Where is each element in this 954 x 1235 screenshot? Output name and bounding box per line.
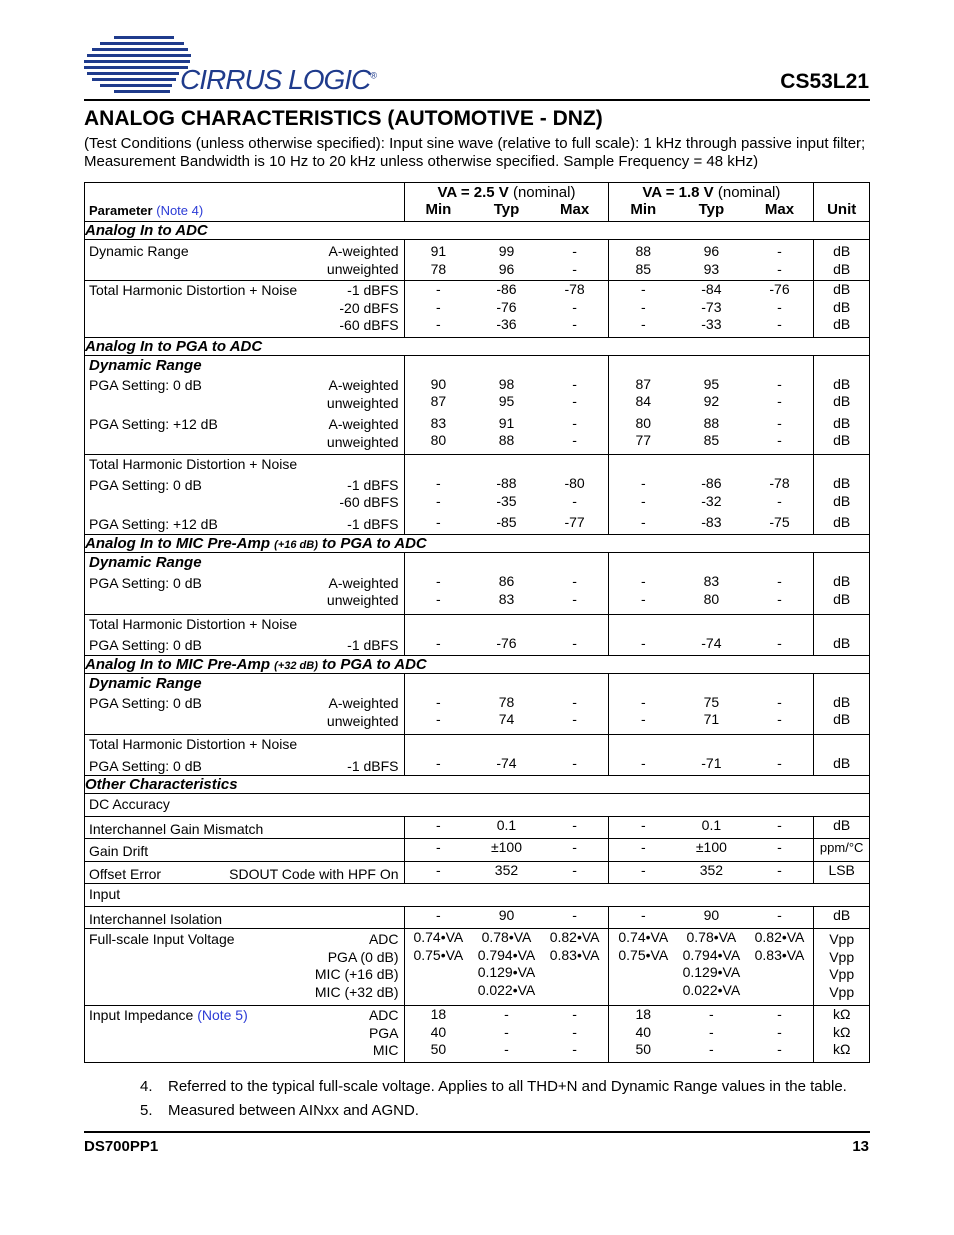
value: -74	[701, 634, 722, 651]
value: 0.75•VA	[618, 946, 669, 963]
section-row	[85, 655, 870, 673]
section-row	[85, 337, 870, 355]
value: -	[640, 906, 646, 923]
value: -	[777, 816, 782, 833]
value: 84	[635, 393, 652, 409]
table-row	[85, 929, 870, 1006]
value: 0.1	[496, 816, 517, 833]
value: 88	[635, 243, 652, 259]
footnote-5: 5. Measured between AINxx and AGND.	[140, 1102, 419, 1119]
cond: A-weighted	[328, 695, 399, 711]
value: -	[572, 298, 577, 315]
unit: dB	[833, 281, 851, 297]
param-label: Full-scale Input Voltage	[89, 931, 235, 947]
unit: dB	[833, 816, 851, 833]
unit: dB	[833, 243, 851, 259]
value: -71	[701, 755, 722, 771]
va18-header: VA = 1.8 V (nominal)	[609, 183, 814, 202]
value: -	[777, 590, 782, 607]
param-label: PGA Setting: 0 dB	[89, 695, 202, 711]
unit: dB	[833, 590, 851, 607]
value: 0.82•VA	[754, 929, 805, 945]
value: 71	[703, 711, 720, 727]
section-row	[85, 535, 870, 553]
value: -	[436, 281, 441, 297]
value: -	[777, 243, 782, 259]
unit: dB	[833, 393, 851, 409]
value: -	[572, 590, 577, 607]
value: 352	[699, 861, 724, 878]
param-label: PGA Setting: +12 dB	[89, 515, 218, 532]
value: -80	[564, 475, 585, 491]
unit: dB	[833, 316, 851, 332]
value: -32	[701, 492, 722, 509]
value: 50	[430, 1041, 447, 1057]
value: -	[777, 1023, 782, 1040]
table-row	[85, 240, 870, 281]
value: -	[777, 492, 782, 509]
value: 0.75•VA	[413, 946, 464, 963]
cond: unweighted	[326, 260, 399, 277]
table-row	[85, 794, 870, 817]
value: 0.83•VA	[754, 946, 805, 963]
value: -	[436, 475, 441, 491]
cond: A-weighted	[328, 416, 399, 432]
value: -86	[701, 475, 722, 491]
value: 99	[498, 243, 515, 259]
value: -	[777, 906, 782, 923]
value: -	[777, 839, 782, 855]
value: 18	[635, 1006, 652, 1022]
value: 92	[703, 393, 720, 409]
page-number: 13	[852, 1138, 869, 1155]
unit: Vpp	[829, 966, 855, 982]
note-4-link[interactable]: (Note 4)	[156, 203, 204, 218]
value: 90	[703, 906, 720, 923]
value: -	[572, 492, 577, 509]
cond: MIC (+16 dB)	[314, 966, 399, 982]
brand-name: CIRRUS LOGIC®	[180, 64, 376, 95]
value: -	[709, 1006, 714, 1022]
value: 75	[703, 693, 720, 710]
value: -	[572, 693, 577, 710]
value: 93	[703, 260, 720, 277]
value: -	[777, 375, 782, 392]
document-id: DS700PP1	[84, 1138, 159, 1155]
value: -	[640, 298, 646, 315]
cond: A-weighted	[328, 243, 399, 259]
unit: LSB	[828, 861, 855, 878]
unit-header: Unit	[814, 183, 870, 222]
value: 0.83•VA	[549, 946, 600, 963]
unit: dB	[833, 906, 851, 923]
value: -	[640, 755, 646, 771]
value: 80	[703, 590, 720, 607]
unit: kΩ	[832, 1041, 851, 1057]
value: -	[436, 514, 441, 530]
section-mic-16db: Analog In to MIC Pre-Amp (+16 dB) to PGA to ADC	[85, 535, 870, 553]
table-row	[85, 355, 870, 455]
table-row	[85, 906, 870, 929]
value: ±100	[695, 839, 727, 855]
value: -	[436, 634, 441, 651]
value: -86	[496, 281, 517, 297]
value: 90	[430, 375, 447, 392]
max-header-2: Max	[746, 201, 814, 222]
table-row	[85, 614, 870, 655]
value: -	[572, 260, 577, 277]
value: -	[640, 281, 646, 297]
min-header-1: Min	[404, 201, 472, 222]
unit: dB	[833, 260, 851, 277]
cond: A-weighted	[328, 574, 399, 591]
value: 80	[635, 414, 652, 431]
value: -	[640, 573, 646, 589]
subsection-label: Dynamic Range	[89, 554, 202, 571]
param-label: Dynamic Range	[89, 243, 189, 259]
param-label: PGA Setting: 0 dB	[89, 574, 202, 591]
cond: ADC	[368, 931, 399, 947]
cond: MIC	[372, 1042, 399, 1058]
value: 0.129•VA	[682, 964, 741, 980]
value: -	[572, 243, 577, 259]
value: -	[436, 298, 441, 315]
unit: dB	[833, 414, 851, 431]
value: -73	[701, 298, 722, 315]
cond: SDOUT Code with HPF On	[229, 865, 399, 882]
value: 78	[498, 693, 515, 710]
value: 77	[635, 432, 652, 448]
unit: dB	[833, 514, 851, 530]
value: -	[777, 693, 782, 710]
section-other-characteristics: Other Characteristics	[85, 776, 870, 794]
param-label: PGA Setting: +12 dB	[89, 416, 218, 432]
value: -	[572, 1006, 577, 1022]
value: -76	[496, 298, 517, 315]
value: -	[777, 634, 782, 651]
value: -76	[496, 634, 517, 651]
value: 0.022•VA	[682, 981, 741, 998]
unit: dB	[833, 693, 851, 710]
value: -	[572, 634, 577, 651]
va25-header: VA = 2.5 V (nominal)	[404, 183, 609, 202]
typ-header-2: Typ	[677, 201, 746, 222]
unit: Vpp	[829, 983, 855, 1000]
value: 0.1	[701, 816, 722, 833]
value: 0.129•VA	[477, 964, 536, 980]
table-row	[85, 735, 870, 776]
unit: dB	[833, 573, 851, 589]
cond: ADC	[368, 1007, 399, 1023]
cond: PGA	[368, 1024, 399, 1041]
cond: MIC (+32 dB)	[314, 983, 399, 1000]
value: -	[640, 634, 646, 651]
param-label: Interchannel Isolation	[89, 910, 223, 927]
value: -	[572, 1041, 577, 1057]
value: -78	[564, 281, 585, 297]
value: -	[504, 1041, 509, 1057]
table-row	[85, 673, 870, 735]
value: 96	[703, 243, 720, 259]
value: -74	[496, 755, 517, 771]
value: -	[640, 316, 646, 332]
cond: -20 dBFS	[339, 299, 399, 316]
subsection-label: Dynamic Range	[89, 356, 202, 374]
value: 83	[703, 573, 720, 589]
cond: -1 dBFS	[347, 515, 399, 532]
table-row	[85, 553, 870, 615]
value: 95	[498, 393, 515, 409]
value: -	[709, 1041, 714, 1057]
cond: unweighted	[326, 712, 399, 729]
value: 87	[430, 393, 447, 409]
param-label: PGA Setting: 0 dB	[89, 637, 202, 653]
unit: dB	[833, 375, 851, 392]
value: -	[572, 839, 577, 855]
value: -	[777, 298, 782, 315]
unit: dB	[833, 432, 851, 448]
unit: dB	[833, 298, 851, 315]
subsection-label: Dynamic Range	[89, 674, 202, 692]
value: -76	[769, 281, 790, 297]
cond: PGA (0 dB)	[327, 948, 399, 965]
value: 0.78•VA	[481, 929, 532, 945]
group-label: Input	[89, 886, 121, 902]
value: 0.794•VA	[682, 946, 741, 963]
param-label: Total Harmonic Distortion + Noise	[89, 615, 298, 632]
value: -	[777, 573, 782, 589]
value: 0.78•VA	[686, 929, 737, 945]
value: -33	[701, 316, 722, 332]
table-row	[85, 884, 870, 907]
value: -	[640, 590, 646, 607]
cond: -1 dBFS	[347, 476, 399, 493]
section-row	[85, 222, 870, 240]
value: -	[640, 514, 646, 530]
value: -	[572, 573, 577, 589]
value: 50	[635, 1041, 652, 1057]
value: -	[572, 711, 577, 727]
param-label: PGA Setting: 0 dB	[89, 757, 202, 774]
table-row	[85, 816, 870, 839]
value: 87	[635, 375, 652, 392]
value: -77	[564, 514, 585, 530]
param-label: Gain Drift	[89, 843, 149, 859]
value: -	[777, 1006, 782, 1022]
value: 91	[498, 414, 515, 431]
value: -	[572, 861, 577, 878]
value: 85	[635, 260, 652, 277]
min-header-2: Min	[609, 201, 677, 222]
value: -85	[496, 514, 517, 530]
value: 96	[498, 260, 515, 277]
value: -	[777, 260, 782, 277]
param-label: Total Harmonic Distortion + Noise	[89, 736, 298, 752]
table-row	[85, 839, 870, 862]
value: -	[777, 1041, 782, 1057]
unit: Vpp	[829, 931, 855, 947]
cond: -60 dBFS	[339, 317, 399, 333]
test-conditions: (Test Conditions (unless otherwise specified): Input sine wave (relative to full scale): 1 kHz through passive input filter; Measurement Bandwidth is 10 Hz to 20 kHz unless otherwise specified. Sample Frequency = 48 kHz)	[84, 135, 866, 170]
value: -	[777, 861, 782, 878]
value: -	[504, 1023, 509, 1040]
value: 83	[430, 414, 447, 431]
value: -	[640, 861, 646, 878]
header-rule	[84, 99, 870, 101]
cond: -1 dBFS	[347, 757, 399, 774]
value: -	[436, 711, 441, 727]
unit: dB	[833, 492, 851, 509]
unit: ppm/°C	[819, 840, 864, 855]
cond: unweighted	[326, 433, 399, 450]
value: -75	[769, 514, 790, 530]
value: 352	[494, 861, 519, 878]
value: 40	[430, 1023, 447, 1040]
value: 95	[703, 375, 720, 392]
section-row	[85, 776, 870, 794]
value: -	[436, 839, 441, 855]
part-number: CS53L21	[780, 70, 869, 93]
value: 74	[498, 711, 515, 727]
footnotes	[140, 1075, 847, 1123]
value: -	[640, 711, 646, 727]
param-label: Input Impedance	[89, 1007, 194, 1023]
table-row	[85, 1006, 870, 1063]
unit: dB	[833, 475, 851, 491]
param-label: Total Harmonic Distortion + Noise	[89, 456, 298, 472]
value: -	[436, 906, 441, 923]
section-title: ANALOG CHARACTERISTICS (AUTOMOTIVE - DNZ)	[84, 107, 603, 130]
value: -84	[701, 281, 722, 297]
value: -	[640, 475, 646, 491]
value: -	[777, 711, 782, 727]
value: -	[436, 316, 441, 332]
value: 40	[635, 1023, 652, 1040]
value: 85	[703, 432, 720, 448]
value: -83	[701, 514, 722, 530]
value: -	[572, 432, 577, 448]
unit: Vpp	[829, 948, 855, 965]
section-analog-in-to-pga: Analog In to PGA to ADC	[85, 337, 870, 355]
value: -	[777, 755, 782, 771]
section-analog-in-to-adc: Analog In to ADC	[85, 222, 870, 240]
unit: dB	[833, 755, 851, 771]
value: -	[777, 432, 782, 448]
value: -78	[769, 475, 790, 491]
cond: -1 dBFS	[347, 637, 399, 653]
value: -	[436, 590, 441, 607]
value: -	[436, 816, 441, 833]
value: -36	[496, 316, 517, 332]
value: 98	[498, 375, 515, 392]
value: -	[640, 816, 646, 833]
value: -	[777, 414, 782, 431]
table-row	[85, 281, 870, 338]
value: 80	[430, 432, 447, 448]
analog-characteristics-table	[84, 182, 870, 1063]
footnote-4: 4. Referred to the typical full-scale voltage. Applies to all THD+N and Dynamic Range values in the table.	[140, 1078, 847, 1095]
value: 90	[498, 906, 515, 923]
value: -	[709, 1023, 714, 1040]
value: -	[572, 755, 577, 771]
note-5-link[interactable]: (Note 5)	[197, 1007, 248, 1023]
value: 0.794•VA	[477, 946, 536, 963]
cond: -60 dBFS	[339, 494, 399, 510]
unit: dB	[833, 711, 851, 727]
value: -	[436, 492, 441, 509]
value: -	[572, 1023, 577, 1040]
value: -	[572, 393, 577, 409]
value: -	[572, 816, 577, 833]
value: 83	[498, 590, 515, 607]
unit: kΩ	[832, 1023, 851, 1040]
cond: unweighted	[326, 592, 399, 608]
value: -	[436, 693, 441, 710]
max-header-1: Max	[541, 201, 609, 222]
value: -	[777, 316, 782, 332]
group-label: DC Accuracy	[89, 796, 170, 812]
table-row	[85, 861, 870, 884]
param-label: Interchannel Gain Mismatch	[89, 820, 264, 837]
footer-rule	[84, 1131, 870, 1133]
value: -	[436, 755, 441, 771]
value: -	[640, 839, 646, 855]
value: -	[640, 693, 646, 710]
value: -	[572, 316, 577, 332]
param-label: Total Harmonic Distortion + Noise	[89, 282, 298, 298]
cond: -1 dBFS	[347, 282, 399, 298]
typ-header-1: Typ	[472, 201, 541, 222]
value: 91	[430, 243, 447, 259]
param-label: PGA Setting: 0 dB	[89, 476, 202, 493]
value: 0.74•VA	[618, 929, 669, 945]
value: ±100	[490, 839, 522, 855]
value: 0.74•VA	[413, 929, 464, 945]
cond: A-weighted	[328, 377, 399, 393]
value: 0.022•VA	[477, 981, 536, 998]
table-row	[85, 455, 870, 535]
value: -	[436, 573, 441, 589]
value: -88	[496, 475, 517, 491]
value: -	[572, 375, 577, 392]
section-mic-32db: Analog In to MIC Pre-Amp (+32 dB) to PGA to ADC	[85, 655, 870, 673]
value: 88	[498, 432, 515, 448]
value: -	[504, 1006, 509, 1022]
value: -	[572, 414, 577, 431]
table-header-row	[85, 183, 870, 202]
unit: kΩ	[832, 1006, 851, 1022]
param-label: PGA Setting: 0 dB	[89, 377, 202, 393]
value: 0.82•VA	[549, 929, 600, 945]
value: 18	[430, 1006, 447, 1022]
value: 88	[703, 414, 720, 431]
value: -35	[496, 492, 517, 509]
value: -	[777, 393, 782, 409]
unit: dB	[833, 634, 851, 651]
value: 86	[498, 573, 515, 589]
value: -	[436, 861, 441, 878]
param-label: Offset Error	[89, 865, 162, 882]
cond: unweighted	[326, 394, 399, 411]
value: -	[640, 492, 646, 509]
value: 78	[430, 260, 447, 277]
parameter-header: Parameter (Note 4)	[85, 183, 405, 222]
value: -	[572, 906, 577, 923]
